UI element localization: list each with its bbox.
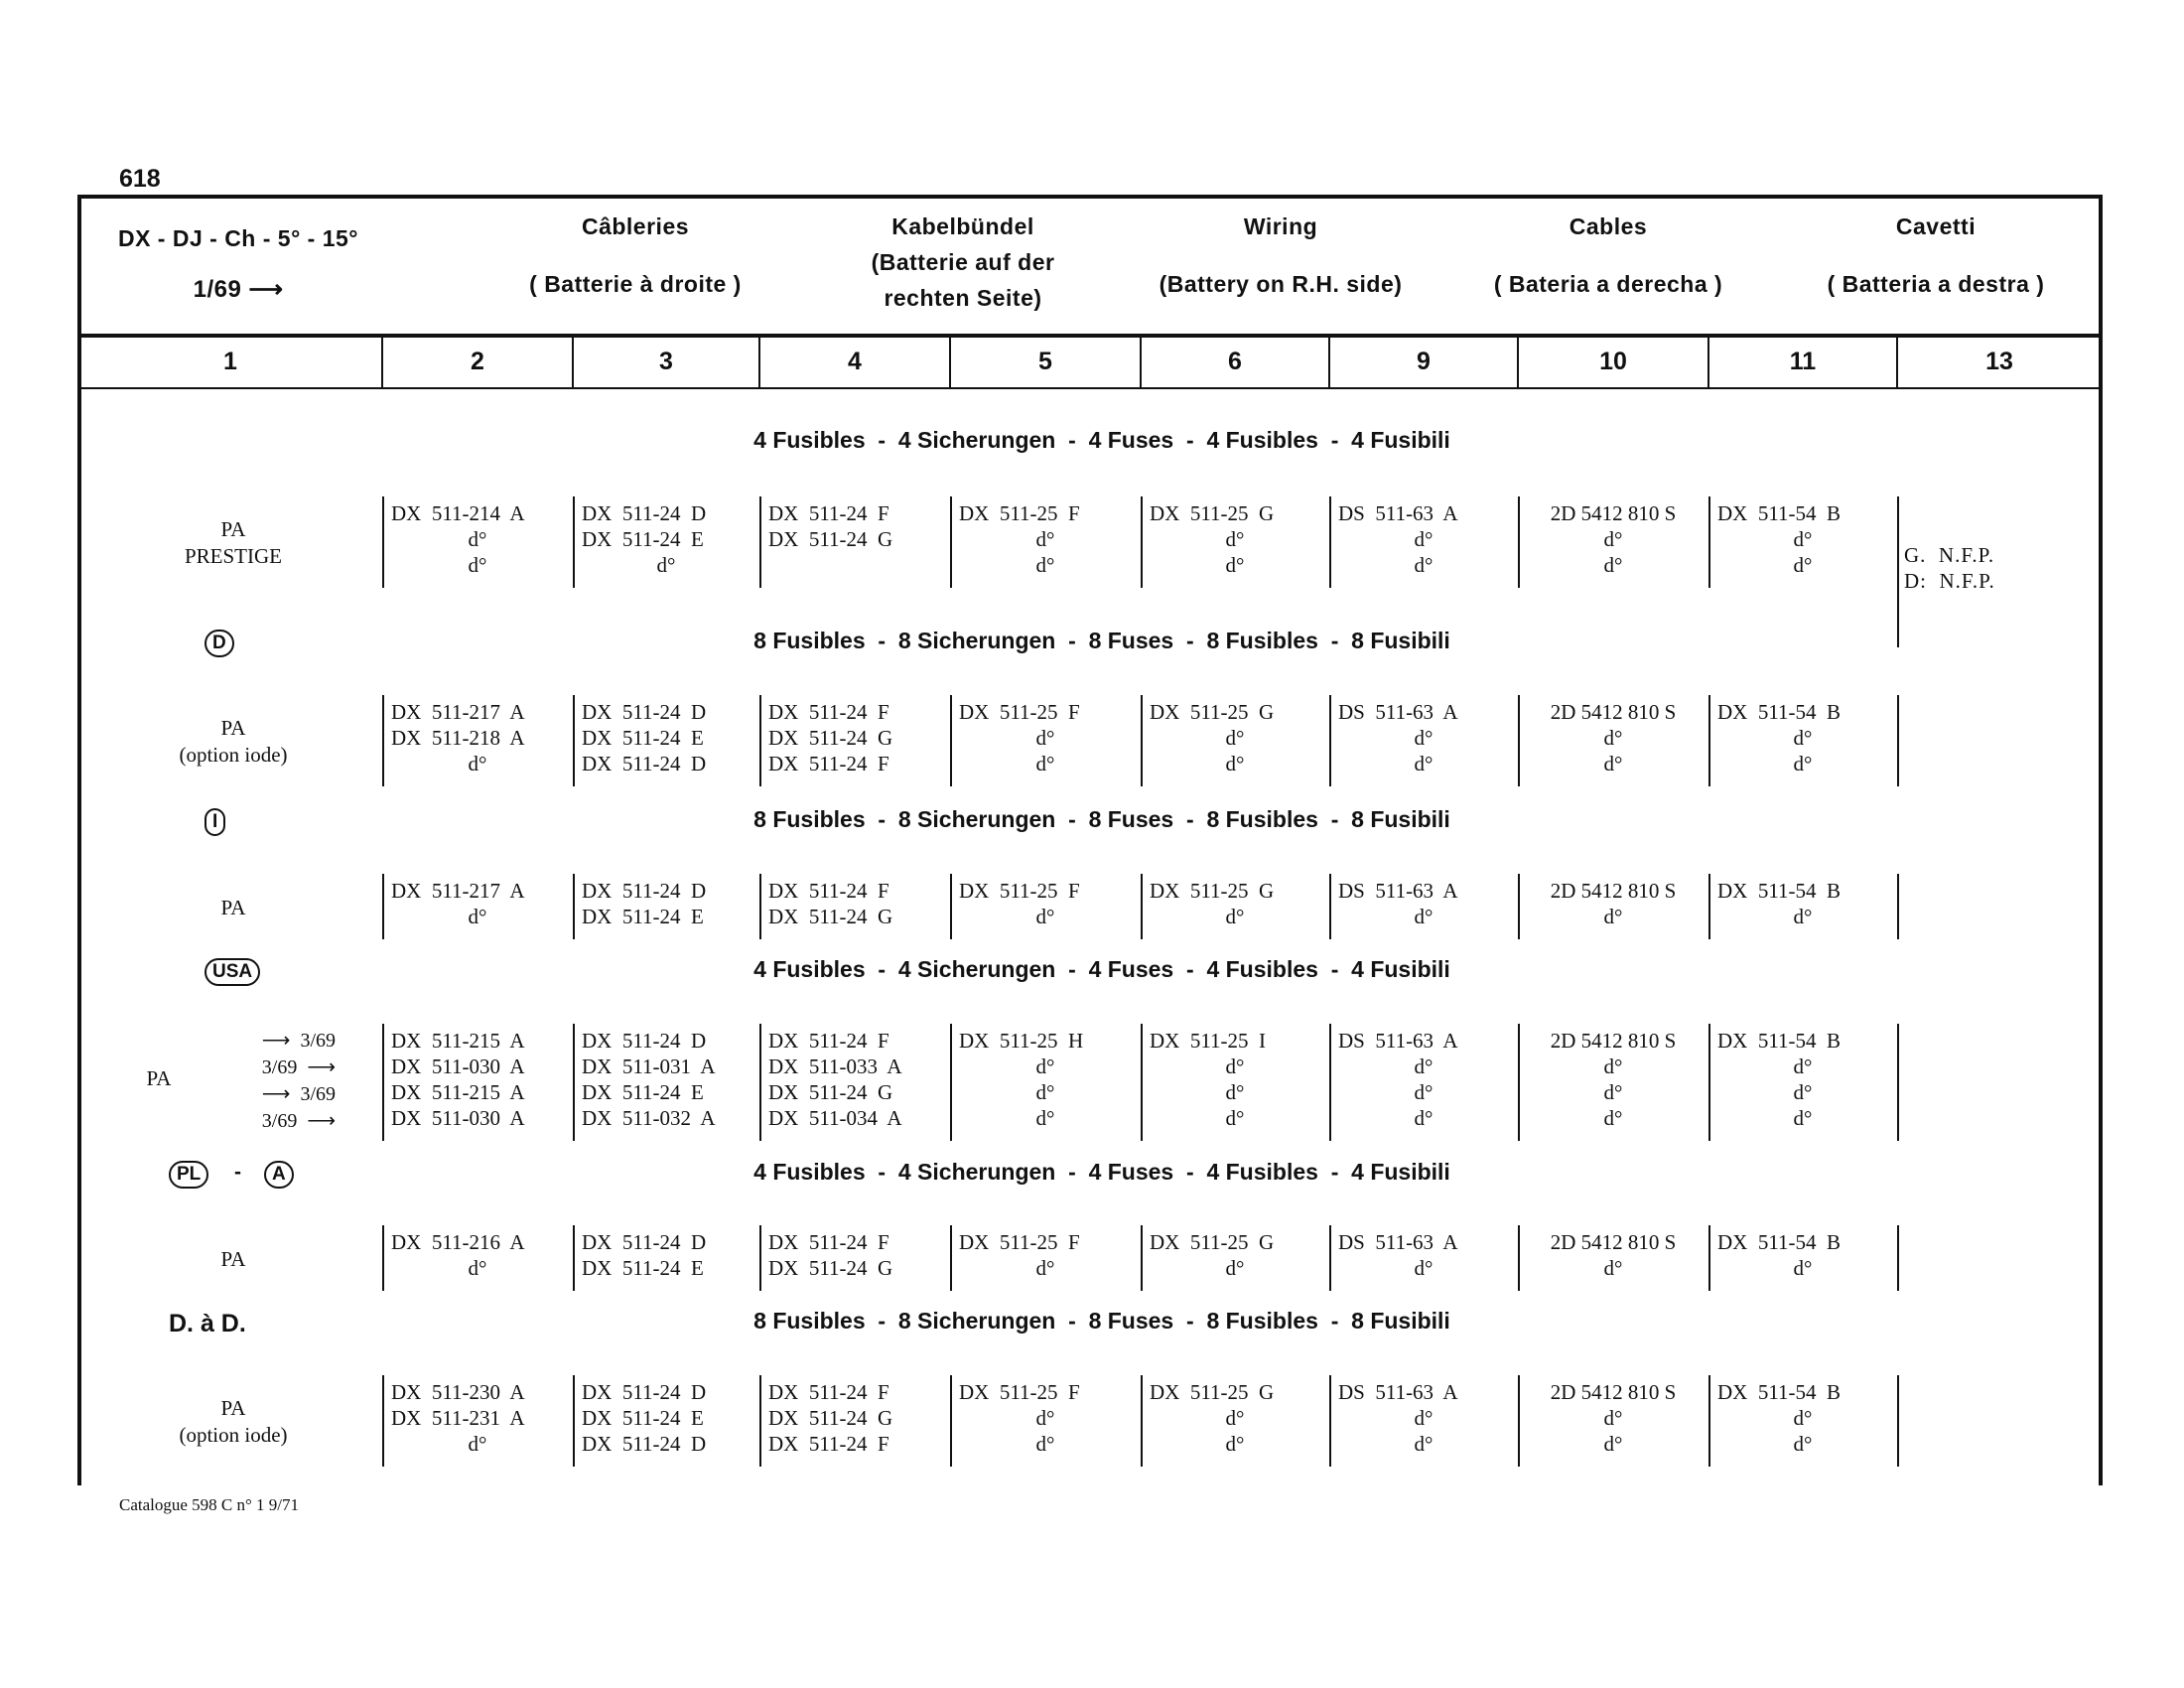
part-number-cell: 2D 5412 810 S d° d° d° [1550,1029,1677,1130]
cell-divider [759,695,761,786]
part-number-cell: DX 511-25 H d° d° d° [959,1029,1084,1130]
cell-divider [759,1024,761,1141]
region-badge: USA [205,958,260,986]
part-number-cell: DX 511-25 G d° d° [1150,700,1275,775]
cell-divider [1518,1375,1520,1467]
part-number-cell: DS 511-63 A d° d° d° [1338,1029,1458,1130]
badge-separator: - [234,1161,241,1184]
cell-divider [950,1375,952,1467]
column-number: 13 [1985,348,2013,375]
cell-divider [382,1024,384,1141]
cell-divider [1897,874,1899,939]
part-number-cell: DX 511-215 A DX 511-030 A DX 511-215 A DX 511-030 A [391,1029,525,1130]
column-number: 9 [1417,348,1431,375]
part-number-cell: DX 511-217 A d° [391,879,525,928]
cell-divider [950,1225,952,1291]
cell-divider [1141,874,1143,939]
row-label: PA [220,1247,246,1271]
part-number-cell: DX 511-24 D DX 511-24 E [582,1230,707,1280]
cell-divider [382,1225,384,1291]
cell-divider [759,1375,761,1467]
column-number: 6 [1228,348,1242,375]
part-number-cell: 2D 5412 810 S d° d° [1550,1380,1677,1456]
frame-top-rule [77,195,2103,199]
region-badge: I [205,808,225,836]
row-label: PA [146,1066,172,1090]
cell-divider [1897,1375,1899,1467]
cell-divider [1708,496,1710,588]
header-it: Cavetti ( Batteria a destra ) [1827,213,2045,297]
page-number: 618 [119,165,161,193]
part-number-cell: DX 511-24 F DX 511-24 G DX 511-24 F [768,700,893,775]
fuse-heading: 8 Fusibles - 8 Sicherungen - 8 Fuses - 8 Fusibles - 8 Fusibili [753,628,1450,653]
part-number-cell: DS 511-63 A d° [1338,1230,1458,1280]
part-number-cell: DX 511-24 D DX 511-24 E DX 511-24 D [582,700,707,775]
column-number: 5 [1038,348,1052,375]
cell-divider [1329,1225,1331,1291]
part-number-cell: DX 511-25 I d° d° d° [1150,1029,1267,1130]
cell-divider [1518,1024,1520,1141]
part-number-cell: DX 511-25 F d° d° [959,700,1080,775]
header-en: Wiring (Battery on R.H. side) [1159,213,1403,297]
cell-divider [1329,1375,1331,1467]
header-de: Kabelbündel (Batterie auf der rechten Seite) [871,213,1055,311]
date-range-list: ⟶ 3/69 3/69 ⟶ ⟶ 3/69 3/69 ⟶ [261,1030,336,1132]
header-es: Cables ( Bateria a derecha ) [1493,213,1723,297]
cell-divider [382,695,384,786]
part-number-cell: DX 511-24 F DX 511-24 G [768,1230,893,1280]
cell-divider [1329,874,1331,939]
cell-divider [573,695,575,786]
part-number-cell: DX 511-54 B d° [1717,879,1842,928]
row-label: PA [220,896,246,919]
fuse-heading: 4 Fusibles - 4 Sicherungen - 4 Fuses - 4 Fusibles - 4 Fusibili [753,956,1450,982]
cell-divider [950,695,952,786]
fuse-heading: 4 Fusibles - 4 Sicherungen - 4 Fuses - 4 Fusibles - 4 Fusibili [753,1159,1450,1185]
part-number-cell: DX 511-25 G d° d° [1150,501,1275,577]
part-number-cell: DX 511-24 D DX 511-24 E [582,879,707,928]
cell-divider [759,496,761,588]
catalogue-reference: Catalogue 598 C n° 1 9/71 [119,1495,300,1514]
part-number-cell: DS 511-63 A d° d° [1338,1380,1458,1456]
part-number-cell: 2D 5412 810 S d° [1550,879,1677,928]
part-number-cell: 2D 5412 810 S d° d° [1550,501,1677,577]
cell-divider [1518,695,1520,786]
cell-divider [573,874,575,939]
part-number-cell: DX 511-54 B d° d° [1717,700,1842,775]
part-number-cell: DX 511-54 B d° d° d° [1717,1029,1842,1130]
colnum-bottom-rule [77,387,2103,389]
region-badge: PL [169,1161,208,1189]
cell-divider [1141,1375,1143,1467]
cell-divider [573,1375,575,1467]
cell-divider [1708,1375,1710,1467]
part-number-cell: 2D 5412 810 S d° d° [1550,700,1677,775]
column-number: 11 [1789,348,1817,375]
cell-divider [950,1024,952,1141]
cell-divider [1141,1225,1143,1291]
fuse-heading: 8 Fusibles - 8 Sicherungen - 8 Fuses - 8 Fusibles - 8 Fusibili [753,1308,1450,1334]
part-number-cell: DX 511-54 B d° d° [1717,501,1842,577]
part-number-cell: DX 511-25 F d° d° [959,1380,1080,1456]
part-number-cell: DX 511-25 F d° [959,879,1080,928]
cell-divider [1897,1225,1899,1291]
cell-divider [1708,695,1710,786]
part-number-cell: DX 511-25 F d° [959,1230,1080,1280]
part-number-cell: DX 511-230 A DX 511-231 A d° [391,1380,525,1456]
column-number: 3 [659,348,673,375]
cell-divider [573,1024,575,1141]
part-number-cell: 2D 5412 810 S d° [1550,1230,1677,1280]
header-fr: Câbleries ( Batterie à droite ) [529,213,742,297]
column-number: 4 [848,348,862,375]
column-number: 10 [1599,348,1627,375]
cell-divider [1141,1024,1143,1141]
cell-divider [759,874,761,939]
part-number-cell: DS 511-63 A d° d° [1338,700,1458,775]
part-number-cell: DX 511-24 F DX 511-033 A DX 511-24 G DX 511-034 A [768,1029,902,1130]
cell-divider [1518,496,1520,588]
part-number-cell: DS 511-63 A d° d° [1338,501,1458,577]
part-number-cell: DX 511-25 G d° [1150,1230,1275,1280]
part-number-cell: DX 511-25 G d° d° [1150,1380,1275,1456]
cell-divider [573,1225,575,1291]
cell-divider [1708,1225,1710,1291]
cell-divider [1518,1225,1520,1291]
note-divider [1897,536,1899,647]
cell-divider [1329,496,1331,588]
cell-divider [382,496,384,588]
cell-divider [382,1375,384,1467]
cell-divider [382,874,384,939]
part-number-cell: DX 511-24 F DX 511-24 G [768,879,893,928]
region-badge: D [205,630,234,657]
part-number-cell: DX 511-25 F d° d° [959,501,1080,577]
part-number-cell: DX 511-24 D DX 511-031 A DX 511-24 E DX 511-032 A [582,1029,716,1130]
column-number: 1 [223,348,237,375]
cell-divider [1897,695,1899,786]
row-label: PA (option iode) [179,716,288,767]
cell-divider [1329,695,1331,786]
row-label: PA (option iode) [179,1396,288,1447]
part-number-cell: DX 511-24 D DX 511-24 E DX 511-24 D [582,1380,707,1456]
part-number-cell: DX 511-54 B d° d° [1717,1380,1842,1456]
part-number-cell: DX 511-217 A DX 511-218 A d° [391,700,525,775]
cell-divider [1141,695,1143,786]
part-number-cell: DX 511-216 A d° [391,1230,525,1280]
cell-divider [1329,1024,1331,1141]
model-title: DX - DJ - Ch - 5° - 15° [117,225,359,251]
cell-divider [950,874,952,939]
cell-divider [1518,874,1520,939]
column-number: 2 [471,348,484,375]
part-number-cell: DX 511-54 B d° [1717,1230,1842,1280]
fuse-heading: 4 Fusibles - 4 Sicherungen - 4 Fuses - 4 Fusibles - 4 Fusibili [753,427,1450,453]
cell-divider [1897,1024,1899,1141]
cell-divider [1708,1024,1710,1141]
cell-divider [1141,496,1143,588]
cell-divider [573,496,575,588]
region-badge: A [264,1161,294,1189]
cell-divider [1708,874,1710,939]
part-number-cell: DX 511-24 F DX 511-24 G [768,501,893,551]
row-label: PA PRESTIGE [184,517,282,568]
cell-divider [950,496,952,588]
part-number-cell: DS 511-63 A d° [1338,879,1458,928]
part-number-cell: DX 511-24 F DX 511-24 G DX 511-24 F [768,1380,893,1456]
row-note: G. N.F.P. D: N.F.P. [1904,543,1995,593]
cell-divider [759,1225,761,1291]
part-number-cell: DX 511-24 D DX 511-24 E d° [582,501,707,577]
fuse-heading: 8 Fusibles - 8 Sicherungen - 8 Fuses - 8 Fusibles - 8 Fusibili [753,806,1450,832]
region-heading: D. à D. [169,1310,246,1337]
part-number-cell: DX 511-214 A d° d° [391,501,525,577]
part-number-cell: DX 511-25 G d° [1150,879,1275,928]
model-date: 1/69 ⟶ [193,276,284,303]
